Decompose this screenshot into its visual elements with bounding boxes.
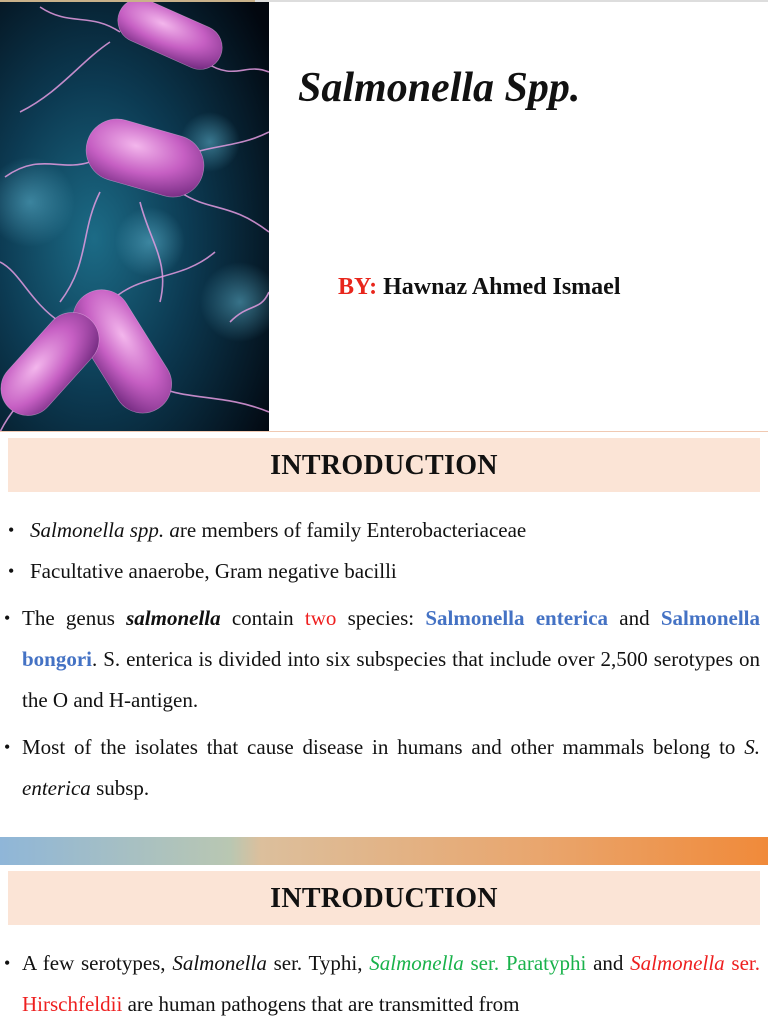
introduction-heading: INTRODUCTION (8, 871, 760, 925)
italic-fragment: a (164, 518, 180, 542)
bullet-dot-icon: • (4, 608, 11, 628)
species-bongori: Salmonella bongori (22, 606, 760, 671)
by-label: BY: (338, 274, 378, 300)
slide-divider-bar (0, 837, 768, 865)
paratyphi-genus: Salmonella (369, 951, 464, 975)
introduction-heading: INTRODUCTION (8, 438, 760, 492)
hirschfeldii-serotype: ser. Hirschfeldii (22, 951, 761, 1016)
title-slide (0, 0, 768, 432)
author-line (338, 274, 620, 301)
bullet-dot-icon: • (8, 520, 15, 540)
species-term: S. enterica (22, 735, 760, 800)
paragraph: The genus salmonella contain two species: Salmonella enterica and Salmonella bongori. S. enterica is divided into six subspecies that include over 2,500 serotypes on the O and H-antigen. (22, 606, 760, 712)
hirschfeldii-genus: Salmonella (630, 951, 725, 975)
bullet-dot-icon: • (4, 737, 11, 757)
species-enterica: Salmonella enterica (425, 606, 609, 630)
list-item-text: re members of family Enterobacteriaceae (179, 518, 527, 542)
salmonella-bacteria-image (0, 2, 269, 432)
presentation-title: Salmonella Spp. (298, 65, 581, 111)
paragraph: A few serotypes, Salmonella ser. Typhi, Salmonella ser. Paratyphi and Salmonella ser. Hirschfeldii are human pathogens that are transmitted from (22, 951, 761, 1016)
highlight-two: two (304, 606, 337, 630)
paratyphi-serotype: ser. Paratyphi (463, 951, 587, 975)
introduction-slide (0, 432, 768, 837)
genus-term: salmonella (126, 606, 221, 630)
list-item-text: Facultative anaerobe, Gram negative bacilli (30, 559, 397, 583)
author-name: Hawnaz Ahmed Ismael (383, 274, 621, 300)
bullet-dot-icon: • (4, 953, 11, 973)
bullet-dot-icon: • (8, 561, 15, 581)
introduction-slide-2 (0, 865, 768, 1024)
genus-name: Salmonella spp. (30, 518, 165, 542)
paragraph: Most of the isolates that cause disease in humans and other mammals belong to S. enterica subsp. (22, 735, 760, 800)
